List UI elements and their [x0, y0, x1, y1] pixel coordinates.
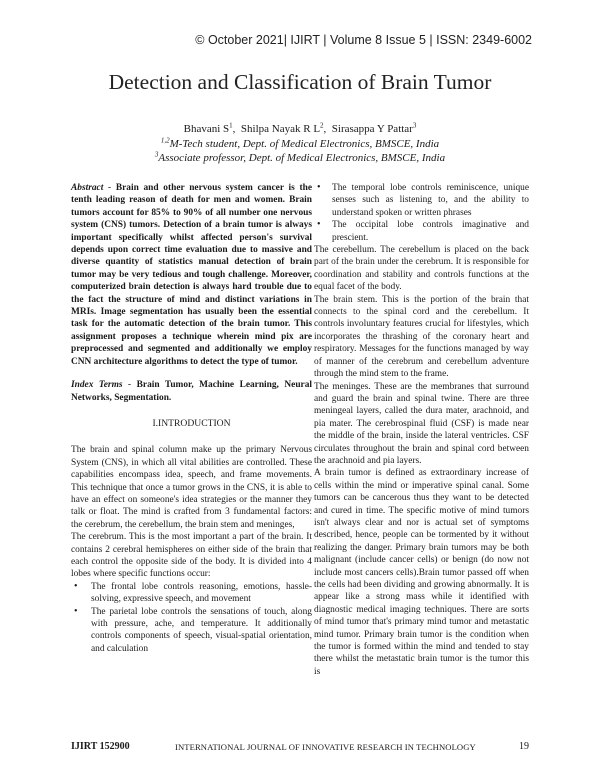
paragraph: The brain stem. This is the portion of the brain that connects to the spinal cord and the cerebellum. It controls involuntary features crucial for lifestyles, which incorporates the thrashing of the coronary heart and respiratory. Messages for the functions managed by way of manner of the cerebrum and cerebellum adventure through the mind stem to the frame.	[314, 294, 529, 380]
footer-paper-id: IJIRT 152900	[71, 741, 130, 752]
paragraph: A brain tumor is defined as extraordinary increase of cells within the mind or imperative spinal canal. Some tumors can be cancerous thus they want to be detected and cured in time. The specific motive of mind tumors isn't always clear and nor is actual set of symptoms described, hence, people can be tormented by it without realizing the danger. Primary brain tumors may be both malignant (include cancer cells) or benign (do now not include most cancers cells).Brain tumor passed off when the cells had been dividing and growing abnormally. It is appear like a strong mass while it identified with diagnostic medical imaging techniques. There are sorts of mind tumor that's primary mind tumor and metastatic mind tumor. Primary brain tumor is the condition when the tumor is formed within the mind and tended to stay there whilst the metastatic brain tumor is the tumor this is	[314, 468, 529, 677]
journal-header: © October 2021| IJIRT | Volume 8 Issue 5 | ISSN: 2349-6002	[195, 33, 532, 47]
abstract-text: Brain and other nervous system cancer is the tenth leading reason of death for men and women. Brain tumors account for 85% to 90% of all number one nervous system (CNS) tumors. Detection of a brain tumor is always important specifically whilst affected person's survival depends upon correct time evaluation due to massive and diverse quantity of statistics manual detection of brain tumor may be very tedious and tough challenge. Moreover, computerized brain detection is always hard trouble due to the fact the structure of mind and distinct variations in MRIs. Image segmentation has usually been the essential task for the automatic detection of the brain tumor. This assignment proposes a technique wherein mind pix are preprocessed and segmented and additionally we employ CNN architecture algorithms to detect the type of tumor.	[71, 183, 313, 367]
paragraph: The cerebrum. This is the most important a part of the brain. It contains 2 cerebral hemispheres on either side of the brain that each control the opposite side of the body. It is divided into 4 lobes where specific functions occur:	[71, 532, 312, 580]
index-terms-label: Index Terms -	[71, 380, 132, 391]
section-heading: I.INTRODUCTION	[152, 417, 231, 429]
page-number: 19	[519, 741, 529, 752]
list-item: • The occipital lobe controls imaginative and prescient.	[332, 219, 529, 244]
author-name: Bhavani S	[183, 123, 230, 135]
index-terms-text: Brain Tumor, Machine Learning, Neural Networks, Segmentation.	[71, 380, 313, 403]
paragraph: The meninges. These are the membranes that surround and guard the brain and spinal twine. There are three meningeal layers, called the dura mater, arachnoid, and pia mater. The cerebrospinal fluid (CSF) is made near the middle of the brain, inside the lateral ventricles. CSF circulates throughout the brain and spinal cord between the arachnoid and pia layers.	[314, 381, 529, 466]
author-sup: 1	[229, 121, 233, 130]
paragraph: The cerebellum. The cerebellum is placed on the back part of the brain under the cerebrum. It is responsible for coordination and stability and controls functions at the equal facet of the body.	[314, 245, 529, 293]
abstract-label: Abstract -	[71, 183, 112, 193]
list-item: • The frontal lobe controls reasoning, emotions, hassle-solving, expressive speech, and movement	[91, 581, 312, 606]
left-column	[71, 182, 312, 655]
list-item: • The parietal lobe controls the sensations of touch, along with pressure, ache, and temperature. It additionally controls components of speech, visual-spatial orientation, and calculation	[91, 606, 312, 656]
author-list: Bhavani $S^1$, Shilpa Nayak R $L^2$, Sirasappa Y Pattar$^3$	[183, 121, 417, 135]
footer-journal-name: INTERNATIONAL JOURNAL OF INNOVATIVE RESEARCH IN TECHNOLOGY	[175, 742, 476, 752]
list-item: • The temporal lobe controls reminiscence, unique senses such as listening to, and the ability to understand spoken or written phrases	[332, 182, 529, 219]
affiliation-2: $^3$Associate professor, Dept. of Medical Electronics, BMSCE, India	[154, 150, 446, 164]
affiliation-1: $^{1,2}$M-Tech student, Dept. of Medical Electronics, BMSCE, India	[160, 135, 440, 150]
right-column	[314, 182, 529, 678]
index-terms	[71, 379, 312, 404]
author-sup: 2	[320, 121, 324, 130]
bullet-list	[71, 581, 312, 655]
author-sup: 3	[412, 121, 417, 130]
abstract	[71, 182, 312, 368]
paper-title: Detection and Classification of Brain Tumor	[108, 70, 492, 94]
author-name: Shilpa Nayak R L	[240, 123, 321, 135]
author-name: Sirasappa Y Pattar	[331, 123, 413, 135]
paragraph: The brain and spinal column make up the primary Nervous System (CNS), in which all vital abilities are controlled. These capabilities encompass idea, speech, and frame movements. This technique that once a tumor grows in the CNS, it is able to have an effect on someone's idea strategies or the manner they talk or float. The mind is crafted from 3 fundamental factors: the cerebrum, the cerebellum, the brain stem and meninges,	[71, 445, 312, 530]
bullet-list	[314, 182, 529, 244]
author-block	[0, 122, 600, 166]
